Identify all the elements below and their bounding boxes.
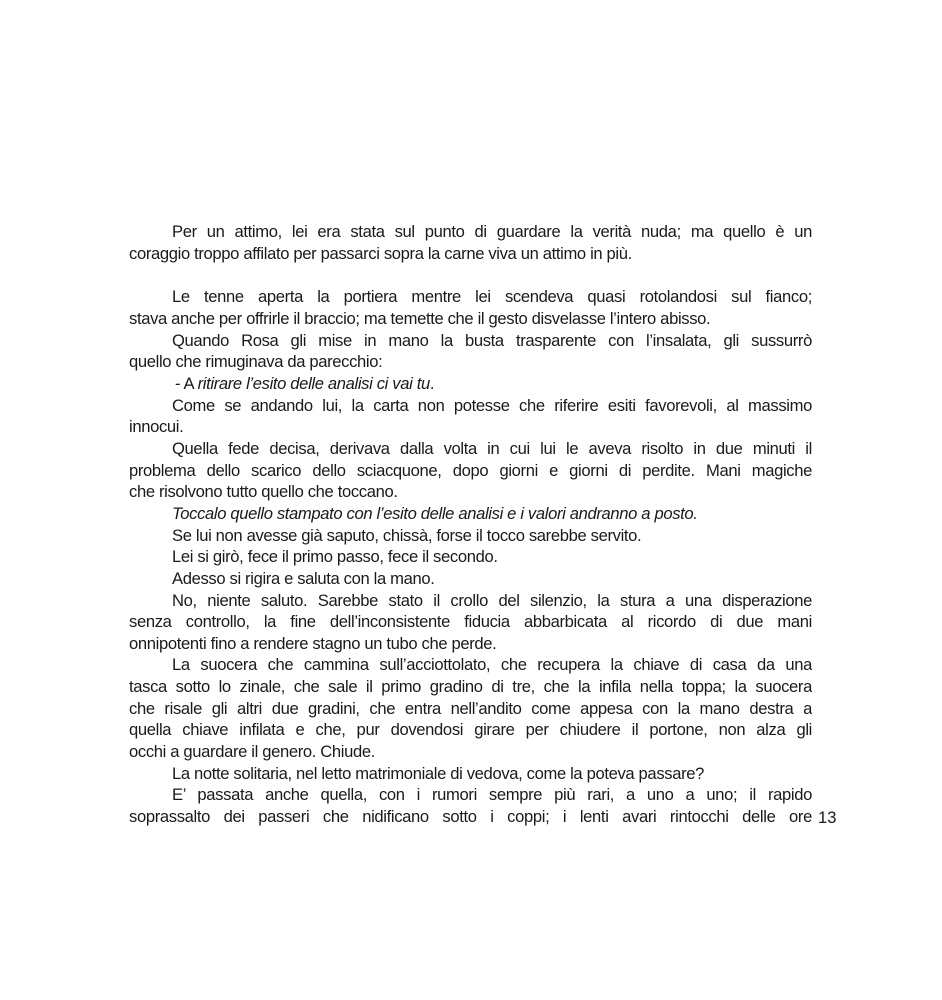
text-line xyxy=(129,503,812,525)
text-segment: Quando Rosa gli mise in mano la busta trasparente con l’insalata, gli sussurrò xyxy=(172,330,812,350)
text-segment: - A xyxy=(175,373,198,393)
text-segment: soprassalto dei passeri che nidificano sotto i coppi; i lenti avari rintocchi delle ore xyxy=(129,807,812,827)
text-line xyxy=(129,568,812,590)
text-segment: Se lui non avesse già saputo, chissà, forse il tocco sarebbe servito. xyxy=(172,525,642,545)
text-segment: Lei si girò, fece il primo passo, fece il secondo. xyxy=(172,547,498,567)
text-segment: Le tenne aperta la portiera mentre lei scendeva quasi rotolandosi sul fianco; xyxy=(172,287,812,307)
text-segment: quella chiave infilata e che, pur dovendosi girare per chiudere il portone, non alza gli xyxy=(129,720,812,740)
text-segment: No, niente saluto. Sarebbe stato il crollo del silenzio, la stura a una disperazione xyxy=(172,590,812,610)
italic-text: Toccalo quello stampato con l’esito delle analisi e i valori andranno a posto. xyxy=(172,503,698,523)
text-line xyxy=(129,719,812,741)
text-line xyxy=(129,525,812,547)
text-line xyxy=(129,676,812,698)
text-line xyxy=(129,611,812,633)
text-segment: stava anche per offrirle il braccio; ma temette che il gesto disvelasse l’intero abisso. xyxy=(129,308,711,328)
text-line xyxy=(129,243,812,265)
text-line xyxy=(129,633,812,655)
text-segment: che risale gli altri due gradini, che entra nell’andito come appesa con la mano destra a xyxy=(129,698,812,718)
text-segment: Adesso si rigira e saluta con la mano. xyxy=(172,568,435,588)
text-line xyxy=(129,416,812,438)
text-line xyxy=(129,330,812,352)
page-number: 13 xyxy=(818,808,837,827)
text-line xyxy=(129,308,812,330)
text-segment: Quella fede decisa, derivava dalla volta in cui lui le aveva risolto in due minuti il xyxy=(172,438,812,458)
text-line xyxy=(129,481,812,503)
text-segment: problema dello scarico dello sciacquone, dopo giorni e giorni di perdite. Mani magiche xyxy=(129,460,812,480)
text-segment: La suocera che cammina sull’acciottolato, che recupera la chiave di casa da una xyxy=(172,655,812,675)
text-line xyxy=(129,438,812,460)
text-line xyxy=(129,221,812,243)
body-text xyxy=(129,221,812,828)
text-line xyxy=(129,806,812,828)
text-segment: senza controllo, la fine dell’inconsistente fiducia abbarbicata al ricordo di due mani xyxy=(129,612,812,632)
text-segment: che risolvono tutto quello che toccano. xyxy=(129,482,398,502)
text-line xyxy=(129,286,812,308)
text-segment: tasca sotto lo zinale, che sale il primo gradino di tre, che la infila nella toppa; la suocera xyxy=(129,677,812,697)
text-line xyxy=(129,590,812,612)
text-segment: E’ passata anche quella, con i rumori sempre più rari, a uno a uno; il rapido xyxy=(172,785,812,805)
text-segment: quello che rimuginava da parecchio: xyxy=(129,352,383,372)
text-segment: coraggio troppo affilato per passarci sopra la carne viva un attimo in più. xyxy=(129,243,632,263)
text-segment: Per un attimo, lei era stata sul punto di guardare la verità nuda; ma quello è un xyxy=(172,222,812,241)
text-line xyxy=(129,654,812,676)
text-segment: . xyxy=(429,373,435,393)
text-line xyxy=(129,395,812,417)
text-line xyxy=(129,698,812,720)
text-line xyxy=(129,784,812,806)
text-line xyxy=(129,741,812,763)
text-segment: La notte solitaria, nel letto matrimoniale di vedova, come la poteva passare? xyxy=(172,763,705,783)
paragraph-gap xyxy=(129,264,812,286)
italic-text: ritirare l’esito delle analisi ci vai tu xyxy=(197,373,430,393)
text-line xyxy=(129,546,812,568)
text-line xyxy=(129,763,812,785)
text-segment: occhi a guardare il genero. Chiude. xyxy=(129,742,376,762)
text-segment: onnipotenti fino a rendere stagno un tubo che perde. xyxy=(129,633,497,653)
text-segment: innocui. xyxy=(129,417,184,437)
text-line xyxy=(129,460,812,482)
text-line xyxy=(129,351,812,373)
text-segment: Come se andando lui, la carta non potesse che riferire esiti favorevoli, al massimo xyxy=(172,395,812,415)
text-line xyxy=(129,373,812,395)
